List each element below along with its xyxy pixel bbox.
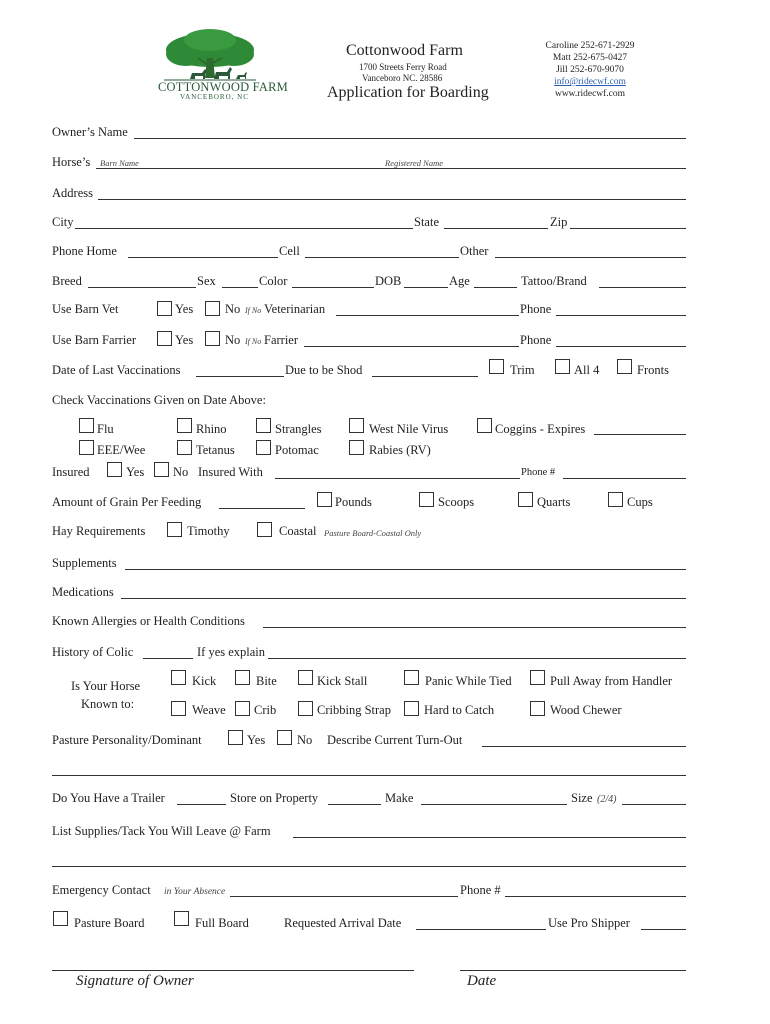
insured-no-label: No	[173, 465, 189, 479]
medications-label: Medications	[52, 585, 114, 599]
supplements-field[interactable]	[125, 569, 686, 570]
potomac-checkbox[interactable]	[256, 440, 271, 455]
dob-field[interactable]	[404, 287, 448, 288]
hard-catch-label: Hard to Catch	[424, 703, 495, 717]
zip-field[interactable]	[570, 228, 686, 229]
colic-label: History of Colic	[52, 645, 134, 659]
medications-field[interactable]	[121, 598, 686, 599]
check-vacc-heading: Check Vaccinations Given on Date Above:	[52, 393, 266, 407]
barn-farrier-yes-label: Yes	[175, 333, 194, 347]
hay-label: Hay Requirements	[52, 524, 146, 538]
flu-label: Flu	[97, 422, 114, 436]
signature-label: Signature of Owner	[76, 973, 194, 989]
supplies-field-2[interactable]	[52, 866, 686, 867]
cups-checkbox[interactable]	[608, 492, 623, 507]
size-note: (2/4)	[597, 794, 617, 805]
flu-checkbox[interactable]	[79, 418, 94, 433]
farrier-label: Farrier	[264, 333, 299, 347]
date-label: Date	[467, 973, 497, 989]
bite-label: Bite	[256, 674, 277, 688]
make-label: Make	[385, 791, 414, 805]
trim-label: Trim	[510, 363, 535, 377]
panic-tied-checkbox[interactable]	[404, 670, 419, 685]
farm-name: Cottonwood Farm	[346, 42, 463, 59]
coastal-label: Coastal	[279, 524, 317, 538]
kick-checkbox[interactable]	[171, 670, 186, 685]
barn-vet-if-no: If No	[245, 306, 262, 315]
dob-label: DOB	[375, 274, 402, 288]
kick-stall-label: Kick Stall	[317, 674, 368, 688]
eee-wee-checkbox[interactable]	[79, 440, 94, 455]
trailer-label: Do You Have a Trailer	[52, 791, 165, 805]
insurer-phone-field[interactable]	[563, 478, 686, 479]
pull-away-label: Pull Away from Handler	[550, 674, 673, 688]
timothy-checkbox[interactable]	[167, 522, 182, 537]
address-line-1: 1700 Streets Ferry Road	[359, 62, 447, 72]
logo-location: VANCEBORO, NC	[180, 93, 249, 101]
contact-matt: Matt 252-675-0427	[552, 53, 628, 63]
dominant-yes-label: Yes	[247, 733, 266, 747]
rabies-checkbox[interactable]	[349, 440, 364, 455]
sex-label: Sex	[197, 274, 216, 288]
address-label: Address	[52, 186, 93, 200]
other-label: Other	[460, 244, 489, 258]
registered-name-label: Registered Name	[385, 158, 443, 168]
crib-checkbox[interactable]	[235, 701, 250, 716]
cribbing-strap-checkbox[interactable]	[298, 701, 313, 716]
turnout-label: Describe Current Turn-Out	[327, 733, 463, 747]
date-field[interactable]	[460, 970, 686, 971]
turnout-field-2[interactable]	[52, 775, 686, 776]
tetanus-label: Tetanus	[196, 443, 235, 457]
crib-label: Crib	[254, 703, 277, 717]
insurer-phone-label: Phone #	[521, 467, 556, 478]
contact-email-link[interactable]: info@ridecwf.com	[554, 77, 626, 87]
store-label: Store on Property	[230, 791, 319, 805]
size-field[interactable]	[622, 804, 686, 805]
use-barn-vet-label: Use Barn Vet	[52, 302, 119, 316]
coggins-checkbox[interactable]	[477, 418, 492, 433]
arrival-label: Requested Arrival Date	[284, 916, 402, 930]
contact-caroline: Caroline 252-671-2929	[545, 41, 635, 51]
panic-tied-label: Panic While Tied	[425, 674, 512, 688]
owners-name-field[interactable]	[134, 138, 686, 139]
color-field[interactable]	[292, 287, 374, 288]
barn-vet-yes-label: Yes	[175, 302, 194, 316]
weave-checkbox[interactable]	[171, 701, 186, 716]
tetanus-checkbox[interactable]	[177, 440, 192, 455]
emergency-phone-field[interactable]	[505, 896, 686, 897]
grain-field[interactable]	[219, 508, 305, 509]
pasture-board-checkbox[interactable]	[53, 911, 68, 926]
bite-checkbox[interactable]	[235, 670, 250, 685]
full-board-checkbox[interactable]	[174, 911, 189, 926]
supplements-label: Supplements	[52, 556, 117, 570]
barn-farrier-if-no: If No	[245, 337, 262, 346]
weave-label: Weave	[192, 703, 226, 717]
cups-label: Cups	[627, 495, 653, 509]
tattoo-brand-field[interactable]	[599, 287, 686, 288]
barn-farrier-no-label: No	[225, 333, 241, 347]
kick-stall-checkbox[interactable]	[298, 670, 313, 685]
known-to-label-2: Known to:	[81, 697, 135, 711]
colic-if-yes-label: If yes explain	[197, 645, 266, 659]
store-field[interactable]	[328, 804, 381, 805]
trailer-field[interactable]	[177, 804, 226, 805]
breed-label: Breed	[52, 274, 82, 288]
insured-yes-checkbox[interactable]	[107, 462, 122, 477]
rhino-checkbox[interactable]	[177, 418, 192, 433]
scoops-label: Scoops	[438, 495, 475, 509]
strangles-label: Strangles	[275, 422, 322, 436]
cell-label: Cell	[279, 244, 300, 258]
insured-with-field[interactable]	[275, 478, 520, 479]
barn-vet-yes-checkbox[interactable]	[157, 301, 172, 316]
pull-away-checkbox[interactable]	[530, 670, 545, 685]
age-label: Age	[449, 274, 470, 288]
zip-label: Zip	[550, 215, 568, 229]
logo-name: COTTONWOOD FARM	[158, 80, 288, 94]
fronts-checkbox[interactable]	[617, 359, 632, 374]
barn-vet-no-label: No	[225, 302, 241, 316]
phone-home-field[interactable]	[128, 257, 278, 258]
grain-label: Amount of Grain Per Feeding	[52, 495, 202, 509]
last-vacc-field[interactable]	[196, 376, 284, 377]
coggins-expires-field[interactable]	[594, 434, 686, 435]
use-barn-farrier-label: Use Barn Farrier	[52, 333, 136, 347]
due-shod-label: Due to be Shod	[285, 363, 363, 377]
color-label: Color	[259, 274, 288, 288]
emergency-in-absence: in Your Absence	[164, 887, 226, 897]
turnout-field[interactable]	[482, 746, 686, 747]
barn-name-label: Barn Name	[100, 158, 139, 168]
signature-field[interactable]	[52, 970, 414, 971]
fronts-label: Fronts	[637, 363, 669, 377]
phone-home-label: Phone Home	[52, 244, 117, 258]
emergency-field[interactable]	[230, 896, 458, 897]
known-to-label-1: Is Your Horse	[71, 679, 141, 693]
dominant-yes-checkbox[interactable]	[228, 730, 243, 745]
address-line-2: Vanceboro NC. 28586	[362, 73, 443, 83]
dominant-no-checkbox[interactable]	[277, 730, 292, 745]
city-label: City	[52, 215, 74, 229]
full-board-label: Full Board	[195, 916, 249, 930]
supplies-field[interactable]	[293, 837, 686, 838]
vet-phone-field[interactable]	[556, 315, 686, 316]
coastal-checkbox[interactable]	[257, 522, 272, 537]
hard-catch-checkbox[interactable]	[404, 701, 419, 716]
farrier-phone-field[interactable]	[556, 346, 686, 347]
form-title: Application for Boarding	[327, 84, 489, 101]
quarts-checkbox[interactable]	[518, 492, 533, 507]
farrier-field[interactable]	[304, 346, 519, 347]
contact-jill: Jill 252-670-9070	[556, 65, 624, 75]
farrier-phone-label: Phone	[520, 333, 552, 347]
pounds-checkbox[interactable]	[317, 492, 332, 507]
veterinarian-label: Veterinarian	[264, 302, 326, 316]
farm-logo	[150, 28, 288, 108]
insured-label: Insured	[52, 465, 90, 479]
due-shod-field[interactable]	[372, 376, 478, 377]
eee-wee-label: EEE/Wee	[97, 443, 146, 457]
scoops-checkbox[interactable]	[419, 492, 434, 507]
rabies-label: Rabies (RV)	[369, 443, 431, 457]
make-field[interactable]	[421, 804, 567, 805]
barn-farrier-yes-checkbox[interactable]	[157, 331, 172, 346]
trim-checkbox[interactable]	[489, 359, 504, 374]
coastal-note: Pasture Board-Coastal Only	[324, 528, 422, 538]
emergency-label: Emergency Contact	[52, 883, 151, 897]
pounds-label: Pounds	[335, 495, 372, 509]
horse-icon	[214, 67, 232, 79]
barn-vet-no-checkbox[interactable]	[205, 301, 220, 316]
barn-farrier-no-checkbox[interactable]	[205, 331, 220, 346]
allergies-label: Known Allergies or Health Conditions	[52, 614, 245, 628]
horses-label: Horse’s	[52, 155, 91, 169]
contact-website: www.ridecwf.com	[554, 89, 626, 99]
horse-icon	[190, 69, 207, 79]
coggins-label: Coggins - Expires	[495, 422, 586, 436]
size-label: Size	[571, 791, 593, 805]
pasture-dominant-label: Pasture Personality/Dominant	[52, 733, 202, 747]
all4-label: All 4	[574, 363, 600, 377]
breed-field[interactable]	[88, 287, 196, 288]
colic-field[interactable]	[143, 658, 193, 659]
state-field[interactable]	[444, 228, 548, 229]
cribbing-strap-label: Cribbing Strap	[317, 703, 391, 717]
owners-name-label: Owner’s Name	[52, 125, 128, 139]
emergency-phone-label: Phone #	[460, 883, 501, 897]
contact-block	[530, 40, 650, 100]
horse-name-field[interactable]	[96, 168, 686, 169]
last-vacc-label: Date of Last Vaccinations	[52, 363, 181, 377]
all4-checkbox[interactable]	[555, 359, 570, 374]
arrival-field[interactable]	[416, 929, 546, 930]
supplies-label: List Supplies/Tack You Will Leave @ Farm	[52, 824, 271, 838]
rhino-label: Rhino	[196, 422, 227, 436]
veterinarian-field[interactable]	[336, 315, 519, 316]
strangles-checkbox[interactable]	[256, 418, 271, 433]
age-field[interactable]	[474, 287, 517, 288]
tattoo-brand-label: Tattoo/Brand	[521, 274, 587, 288]
insured-with-label: Insured With	[198, 465, 263, 479]
wood-chewer-checkbox[interactable]	[530, 701, 545, 716]
state-label: State	[414, 215, 439, 229]
kick-label: Kick	[192, 674, 217, 688]
dominant-no-label: No	[297, 733, 313, 747]
city-field[interactable]	[75, 228, 413, 229]
colic-explain-field[interactable]	[268, 658, 686, 659]
insured-yes-label: Yes	[126, 465, 145, 479]
address-field[interactable]	[98, 199, 686, 200]
insured-no-checkbox[interactable]	[154, 462, 169, 477]
sex-field[interactable]	[222, 287, 258, 288]
pasture-board-label: Pasture Board	[74, 916, 145, 930]
pro-shipper-field[interactable]	[641, 929, 686, 930]
wood-chewer-label: Wood Chewer	[550, 703, 622, 717]
other-field[interactable]	[495, 257, 686, 258]
allergies-field[interactable]	[263, 627, 686, 628]
vet-phone-label: Phone	[520, 302, 552, 316]
cell-field[interactable]	[305, 257, 459, 258]
west-nile-label: West Nile Virus	[369, 422, 449, 436]
quarts-label: Quarts	[537, 495, 571, 509]
pro-shipper-label: Use Pro Shipper	[548, 916, 630, 930]
potomac-label: Potomac	[275, 443, 319, 457]
west-nile-checkbox[interactable]	[349, 418, 364, 433]
timothy-label: Timothy	[187, 524, 230, 538]
